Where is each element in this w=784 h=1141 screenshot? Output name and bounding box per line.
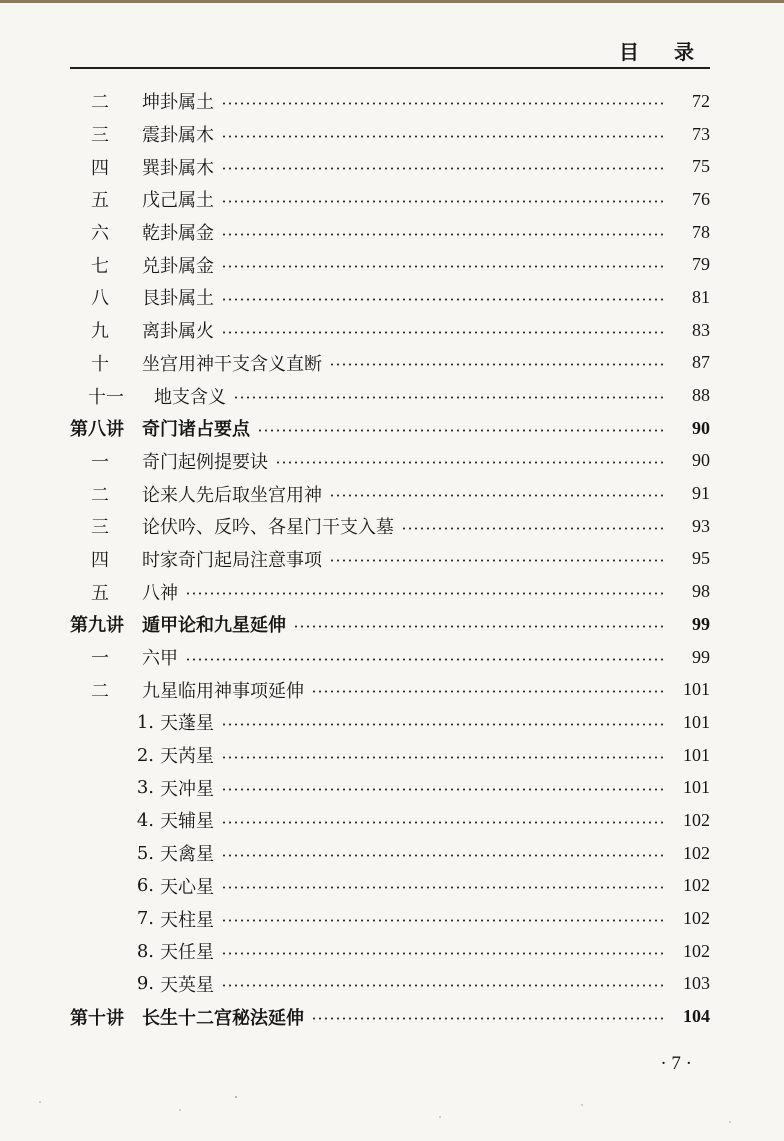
entry-page-number: 83 bbox=[692, 319, 710, 340]
dot-leader bbox=[221, 756, 667, 759]
entry-number: 五 bbox=[91, 582, 109, 604]
entry-number: 七 bbox=[91, 255, 109, 277]
dot-leader bbox=[221, 331, 667, 334]
entry-title: 坤卦属土 bbox=[142, 92, 214, 114]
entry-title: 艮卦属土 bbox=[142, 288, 214, 310]
entry-page-number: 88 bbox=[692, 385, 710, 406]
entry-page-number: 101 bbox=[683, 711, 710, 732]
entry-title: 奇门诸占要点 bbox=[142, 419, 250, 441]
entry-number: 9. bbox=[136, 973, 154, 995]
entry-number: 六 bbox=[91, 223, 109, 245]
entry-number: 九 bbox=[91, 321, 109, 343]
entry-title: 兑卦属金 bbox=[142, 255, 214, 277]
entry-title: 震卦属木 bbox=[142, 125, 214, 147]
entry-page-number: 90 bbox=[692, 417, 710, 438]
entry-page-number: 93 bbox=[692, 515, 710, 536]
toc-chapter-row[interactable] bbox=[70, 412, 710, 445]
dot-leader bbox=[221, 723, 667, 726]
entry-page-number: 102 bbox=[683, 842, 710, 863]
toc-entry-row[interactable] bbox=[70, 248, 710, 281]
dot-leader bbox=[221, 102, 667, 105]
entry-number: 三 bbox=[91, 517, 109, 539]
toc-entry-row[interactable] bbox=[70, 379, 710, 412]
header-rule bbox=[70, 67, 710, 69]
toc-entry-row[interactable] bbox=[70, 314, 710, 347]
entry-page-number: 101 bbox=[683, 777, 710, 798]
scan-specks bbox=[0, 1080, 784, 1141]
entry-title: 论伏吟、反吟、各星门干支入墓 bbox=[142, 517, 394, 539]
toc-entry-row[interactable] bbox=[70, 935, 710, 968]
page-number: · 7 · bbox=[660, 1053, 692, 1074]
dot-leader bbox=[311, 690, 667, 693]
toc-entry-row[interactable] bbox=[70, 281, 710, 314]
dot-leader bbox=[185, 658, 667, 661]
dot-leader bbox=[221, 265, 667, 268]
toc-entry-row[interactable] bbox=[70, 804, 710, 837]
entry-page-number: 99 bbox=[692, 613, 710, 634]
dot-leader bbox=[221, 200, 667, 203]
entry-title: 长生十二宫秘法延伸 bbox=[142, 1007, 304, 1029]
entry-page-number: 95 bbox=[692, 548, 710, 569]
entry-number: 四 bbox=[91, 549, 109, 571]
entry-number: 第八讲 bbox=[70, 419, 124, 441]
entry-page-number: 75 bbox=[692, 156, 710, 177]
entry-number: 五 bbox=[91, 190, 109, 212]
entry-page-number: 104 bbox=[683, 1006, 710, 1027]
toc-entry-row[interactable] bbox=[70, 673, 710, 706]
dot-leader bbox=[185, 592, 667, 595]
dot-leader bbox=[329, 559, 667, 562]
toc-entry-row[interactable] bbox=[70, 771, 710, 804]
entry-title: 戊己属土 bbox=[142, 190, 214, 212]
entry-title: 天禽星 bbox=[160, 844, 214, 866]
toc-chapter-row[interactable] bbox=[70, 1000, 710, 1033]
entry-title: 天英星 bbox=[160, 974, 214, 996]
toc-entry-row[interactable] bbox=[70, 150, 710, 183]
entry-title: 天芮星 bbox=[160, 746, 214, 768]
toc-entry-row[interactable] bbox=[70, 347, 710, 380]
entry-title: 天任星 bbox=[160, 942, 214, 964]
entry-page-number: 81 bbox=[692, 286, 710, 307]
entry-title: 八神 bbox=[142, 582, 178, 604]
entry-number: 十 bbox=[91, 353, 109, 375]
entry-title: 遁甲论和九星延伸 bbox=[142, 615, 286, 637]
entry-page-number: 102 bbox=[683, 809, 710, 830]
entry-title: 奇门起例提要诀 bbox=[142, 451, 268, 473]
dot-leader bbox=[221, 788, 667, 791]
entry-page-number: 91 bbox=[692, 483, 710, 504]
entry-number: 1. bbox=[136, 711, 154, 733]
entry-title: 天蓬星 bbox=[160, 713, 214, 735]
toc-entry-row[interactable] bbox=[70, 183, 710, 216]
entry-number: 4. bbox=[136, 809, 154, 831]
entry-title: 天辅星 bbox=[160, 811, 214, 833]
toc-entry-row[interactable] bbox=[70, 85, 710, 118]
dot-leader bbox=[221, 886, 667, 889]
toc-entry-row[interactable] bbox=[70, 543, 710, 576]
entry-page-number: 101 bbox=[683, 744, 710, 765]
dot-leader bbox=[221, 919, 667, 922]
entry-number: 2. bbox=[136, 744, 154, 766]
toc-entry-row[interactable] bbox=[70, 968, 710, 1001]
dot-leader bbox=[221, 233, 667, 236]
dot-leader bbox=[275, 461, 667, 464]
entry-title: 九星临用神事项延伸 bbox=[142, 680, 304, 702]
toc-entry-row[interactable] bbox=[70, 118, 710, 151]
entry-page-number: 87 bbox=[692, 352, 710, 373]
entry-page-number: 102 bbox=[683, 908, 710, 929]
entry-page-number: 102 bbox=[683, 875, 710, 896]
dot-leader bbox=[293, 625, 667, 628]
toc-entry-row[interactable] bbox=[70, 870, 710, 903]
entry-title: 坐宫用神干支含义直断 bbox=[142, 353, 322, 375]
entry-number: 第十讲 bbox=[70, 1007, 124, 1029]
entry-number: 3. bbox=[136, 777, 154, 799]
entry-number: 三 bbox=[91, 125, 109, 147]
entry-page-number: 73 bbox=[692, 123, 710, 144]
entry-page-number: 99 bbox=[692, 646, 710, 667]
toc-entry-row[interactable] bbox=[70, 510, 710, 543]
table-of-contents bbox=[70, 85, 710, 1033]
entry-page-number: 103 bbox=[683, 973, 710, 994]
dot-leader bbox=[221, 854, 667, 857]
toc-chapter-row[interactable] bbox=[70, 608, 710, 641]
entry-number: 四 bbox=[91, 157, 109, 179]
toc-entry-row[interactable] bbox=[70, 477, 710, 510]
entry-page-number: 98 bbox=[692, 581, 710, 602]
entry-number: 二 bbox=[91, 680, 109, 702]
dot-leader bbox=[221, 952, 667, 955]
toc-entry-row[interactable] bbox=[70, 902, 710, 935]
entry-number: 二 bbox=[91, 484, 109, 506]
entry-number: 一 bbox=[91, 451, 109, 473]
entry-page-number: 78 bbox=[692, 221, 710, 242]
entry-title: 离卦属火 bbox=[142, 321, 214, 343]
entry-title: 六甲 bbox=[142, 648, 178, 670]
dot-leader bbox=[329, 494, 667, 497]
dot-leader bbox=[221, 135, 667, 138]
entry-number: 6. bbox=[136, 875, 154, 897]
entry-title: 天柱星 bbox=[160, 909, 214, 931]
entry-title: 天冲星 bbox=[160, 778, 214, 800]
entry-title: 巽卦属木 bbox=[142, 157, 214, 179]
entry-number: 第九讲 bbox=[70, 615, 124, 637]
entry-title: 天心星 bbox=[160, 876, 214, 898]
entry-number: 十一 bbox=[88, 386, 124, 408]
running-header: 目 录 bbox=[619, 40, 708, 64]
dot-leader bbox=[257, 429, 667, 432]
entry-page-number: 90 bbox=[692, 450, 710, 471]
dot-leader bbox=[329, 363, 667, 366]
dot-leader bbox=[221, 821, 667, 824]
entry-title: 时家奇门起局注意事项 bbox=[142, 549, 322, 571]
dot-leader bbox=[221, 298, 667, 301]
dot-leader bbox=[311, 1017, 667, 1020]
entry-number: 八 bbox=[91, 288, 109, 310]
entry-title: 论来人先后取坐宫用神 bbox=[142, 484, 322, 506]
dot-leader bbox=[233, 396, 667, 399]
entry-page-number: 102 bbox=[683, 940, 710, 961]
entry-number: 一 bbox=[91, 648, 109, 670]
entry-page-number: 101 bbox=[683, 679, 710, 700]
entry-title: 乾卦属金 bbox=[142, 223, 214, 245]
entry-page-number: 76 bbox=[692, 188, 710, 209]
dot-leader bbox=[221, 984, 667, 987]
toc-entry-row[interactable] bbox=[70, 445, 710, 478]
toc-entry-row[interactable] bbox=[70, 739, 710, 772]
entry-number: 8. bbox=[136, 940, 154, 962]
entry-title: 地支含义 bbox=[154, 386, 226, 408]
entry-page-number: 72 bbox=[692, 90, 710, 111]
toc-entry-row[interactable] bbox=[70, 641, 710, 674]
dot-leader bbox=[221, 167, 667, 170]
top-border bbox=[0, 0, 784, 3]
toc-entry-row[interactable] bbox=[70, 575, 710, 608]
entry-page-number: 79 bbox=[692, 254, 710, 275]
toc-entry-row[interactable] bbox=[70, 837, 710, 870]
toc-entry-row[interactable] bbox=[70, 706, 710, 739]
entry-number: 二 bbox=[91, 92, 109, 114]
entry-number: 5. bbox=[136, 842, 154, 864]
entry-number: 7. bbox=[136, 908, 154, 930]
dot-leader bbox=[401, 527, 667, 530]
toc-entry-row[interactable] bbox=[70, 216, 710, 249]
